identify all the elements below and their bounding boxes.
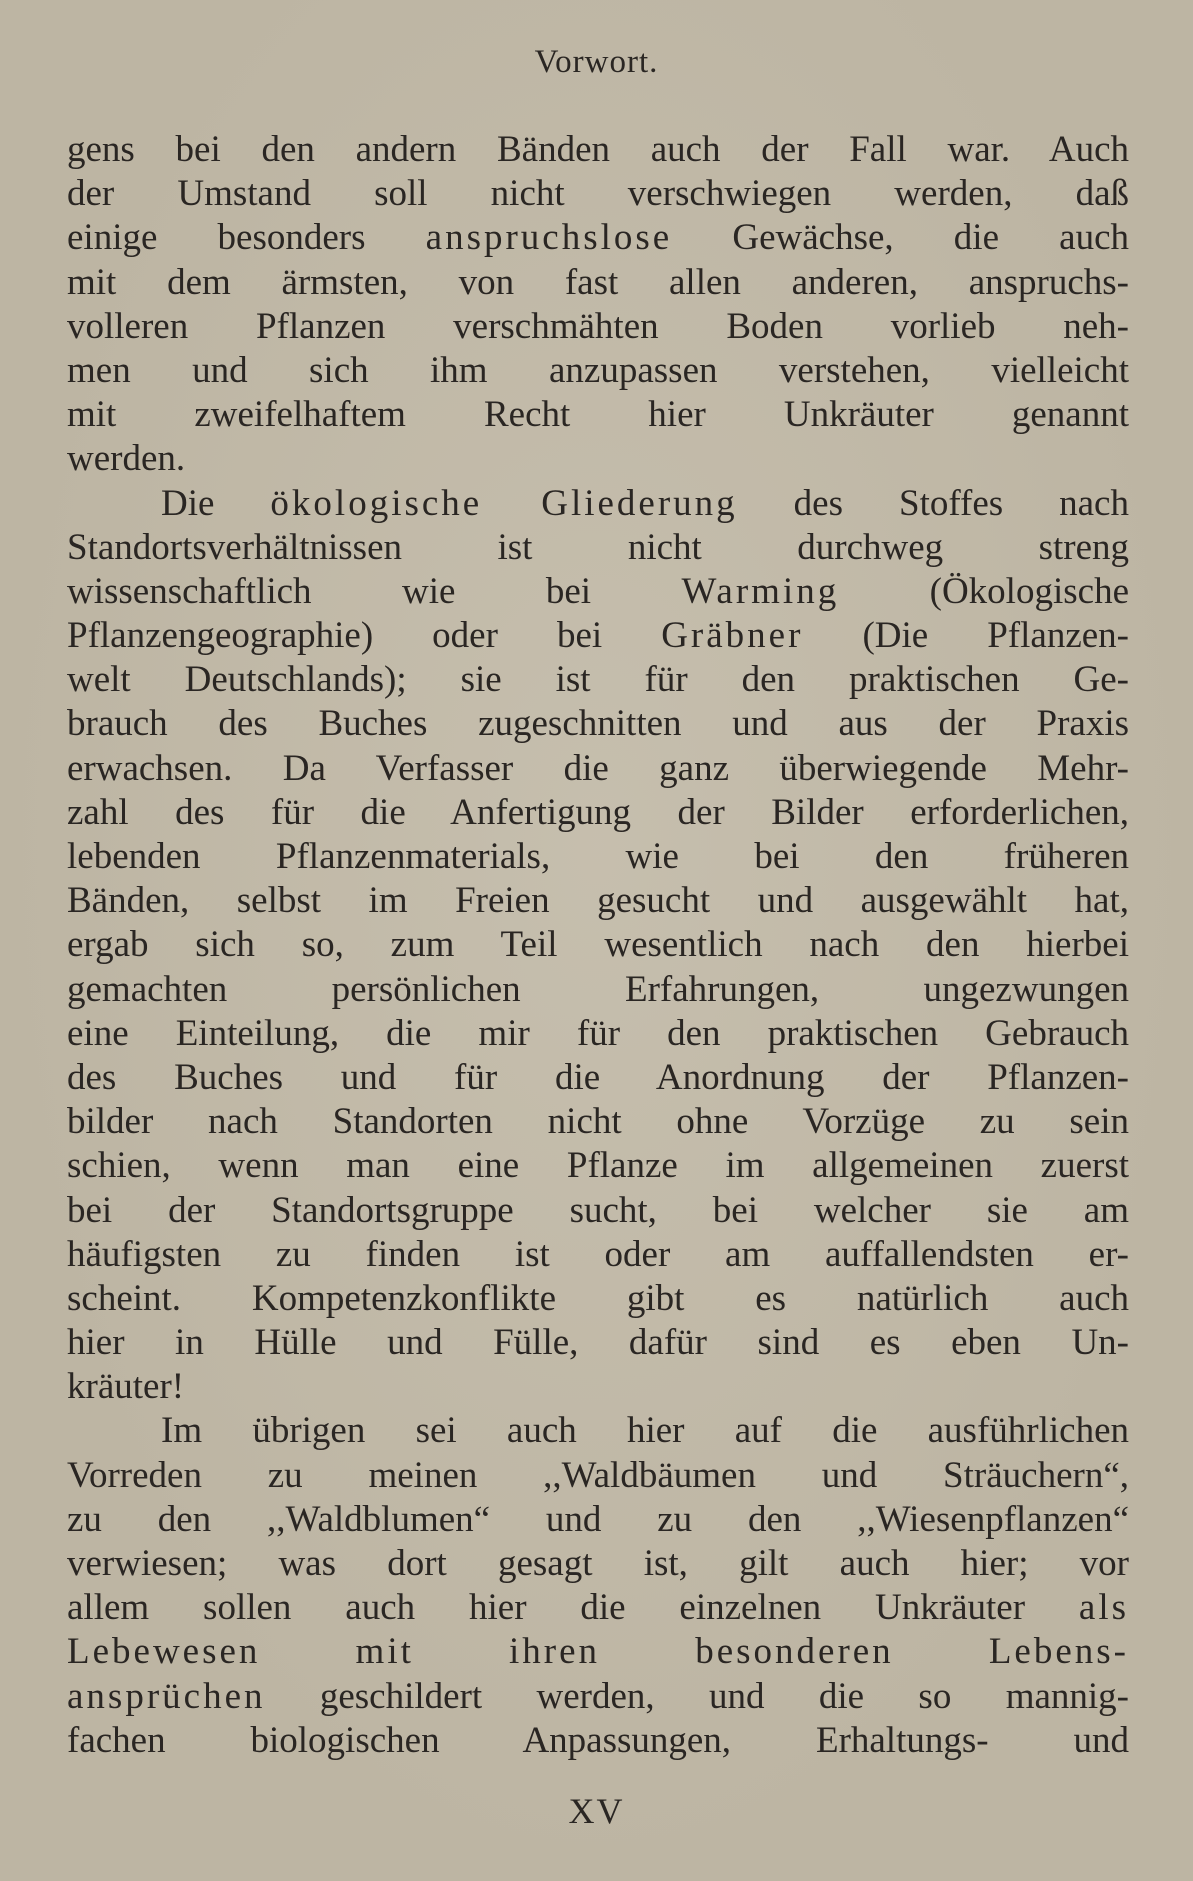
running-head: Vorwort.	[534, 44, 659, 80]
text-line: kräuter!	[67, 1366, 185, 1408]
text-line: mit dem ärmsten, von fast allen anderen, anspruchs-	[67, 261, 1129, 303]
text-run: einige besonders	[67, 217, 426, 259]
text-line: scheint. Kompetenzkonflikte gibt es natürlich auch	[67, 1277, 1129, 1319]
text-line: verwiesen; was dort gesagt ist, gilt auch hier; vor	[67, 1543, 1129, 1584]
spaced-emphasis: als	[1078, 1587, 1129, 1629]
text-line	[67, 614, 1129, 658]
text-line: werden.	[67, 438, 186, 480]
text-line: welt Deutschlands); sie ist für den praktischen Ge-	[67, 659, 1129, 701]
text-run: allem sollen auch hier die einzelnen Unkräuter	[67, 1587, 1079, 1629]
text-run: geschildert werden, und die so mannig-	[265, 1675, 1129, 1717]
text-line: bilder nach Standorten nicht ohne Vorzüge zu sein	[67, 1101, 1129, 1143]
text-line: lebenden Pflanzenmaterials, wie bei den früheren	[67, 836, 1129, 877]
page-number: XV	[568, 1791, 625, 1831]
spaced-emphasis: ökologische Gliederung	[270, 482, 738, 524]
text-line	[67, 482, 1129, 526]
text-line: gens bei den andern Bänden auch der Fall war. Auch	[67, 129, 1129, 170]
text-line: fachen biologischen Anpassungen, Erhaltungs- und	[67, 1719, 1129, 1761]
text-run: (Die Pflanzen-	[803, 615, 1129, 657]
text-line: erwachsen. Da Verfasser die ganz überwiegende Mehr-	[67, 747, 1129, 789]
text-line: häufigsten zu finden ist oder am auffallendsten er-	[67, 1233, 1129, 1275]
text-line: gemachten persönlichen Erfahrungen, ungezwungen	[67, 968, 1129, 1010]
text-line: ergab sich so, zum Teil wesentlich nach den hierbei	[67, 924, 1129, 966]
text-line: mit zweifelhaftem Recht hier Unkräuter genannt	[67, 394, 1129, 436]
spaced-emphasis: Gräbner	[661, 615, 804, 657]
text-line: des Buches und für die Anordnung der Pflanzen-	[67, 1056, 1129, 1098]
text-run: Die	[161, 482, 271, 524]
spaced-emphasis: ansprüchen	[67, 1675, 266, 1717]
body-text	[67, 128, 1129, 1763]
text-line: eine Einteilung, die mir für den praktischen Gebrauch	[67, 1012, 1129, 1054]
text-line	[67, 1586, 1129, 1630]
text-line: hier in Hülle und Fülle, dafür sind es eben Un-	[67, 1322, 1129, 1364]
text-line: brauch des Buches zugeschnitten und aus der Praxis	[67, 703, 1129, 745]
text-run: Pflanzengeographie) oder bei	[67, 615, 662, 657]
text-line: Standortsverhältnissen ist nicht durchweg streng	[67, 526, 1129, 568]
text-run: des Stoffes nach	[737, 482, 1129, 524]
text-line: der Umstand soll nicht verschwiegen werden, daß	[67, 173, 1129, 215]
spaced-emphasis: Lebewesen mit ihren besonderen Lebens-	[67, 1631, 1129, 1673]
spaced-emphasis: anspruchslose	[425, 217, 673, 259]
text-line: Bänden, selbst im Freien gesucht und ausgewählt hat,	[67, 880, 1129, 922]
text-line: bei der Standortsgruppe sucht, bei welcher sie am	[67, 1189, 1129, 1231]
text-line: zu den ,,Waldblumen“ und zu den ,,Wiesenpflanzen“	[67, 1498, 1129, 1540]
text-line	[67, 570, 1129, 614]
text-line: men und sich ihm anzupassen verstehen, vielleicht	[67, 349, 1129, 391]
text-run: Gewächse, die auch	[672, 217, 1129, 259]
text-line: schien, wenn man eine Pflanze im allgemeinen zuerst	[67, 1145, 1129, 1187]
text-line	[67, 1630, 1129, 1674]
text-line: volleren Pflanzen verschmähten Boden vorlieb neh-	[67, 305, 1129, 347]
text-line: zahl des für die Anfertigung der Bilder erforderlichen,	[67, 791, 1129, 833]
text-line	[67, 1675, 1129, 1719]
text-line	[67, 216, 1129, 260]
text-run: wissenschaftlich wie bei	[67, 570, 682, 612]
text-line: Vorreden zu meinen ,,Waldbäumen und Sträuchern“,	[67, 1454, 1129, 1496]
text-run: (Ökologische	[839, 570, 1129, 612]
text-line: Im übrigen sei auch hier auf die ausführlichen	[161, 1410, 1129, 1452]
spaced-emphasis: Warming	[681, 570, 840, 612]
